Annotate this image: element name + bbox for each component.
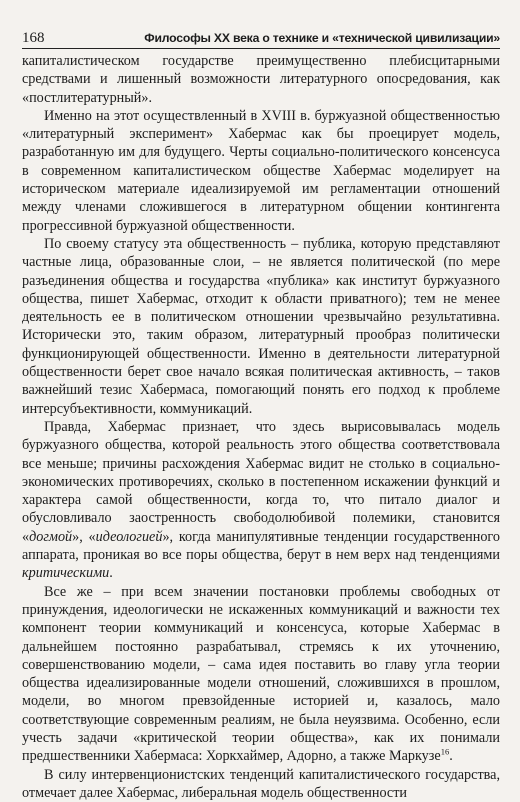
emphasis-dogma: догмой	[29, 528, 73, 545]
emphasis-ideology: идеологией	[95, 528, 163, 545]
running-title: Философы XX века о технике и «технической цивилизации»	[144, 31, 500, 45]
paragraph-text: », «	[72, 528, 96, 545]
page-number: 168	[22, 30, 45, 46]
paragraph	[22, 583, 500, 766]
footnote-marker: 16	[440, 746, 450, 757]
paragraph-text: Все же – при всем значении постановки проблемы свободных от принуждения, идеологически не искаженных коммуникаций и важности тех компонент теории коммуникаций и консенсуса, которые Хабермас в дальнейшем постоянно разрабатывал, стремясь к их уточнению, совершенствованию модели, – сама идея поставить во главу угла теории общества идеализированные модели отношений, сложившихся в прошлом, модели, во многом превзойденные историей и, казалось, мало соответствующие современным реалиям, не была неуязвима. Особенно, если учесть задачи «критической теории общества», как их понимали предшественники Хабермаса: Хоркхаймер, Адорно, а также Маркузе	[22, 583, 500, 765]
paragraph: По своему статусу эта общественность – публика, которую представляют частные лица, образованные слои, – не является политической (по мере разъединения общества и государства «публика» как институт буржуазного общества, пишет Хабермас, отходит к области приватного); тем не менее деятельность ее в политическом отношении чрезвычайно результативна. Исторически это, таким образом, литературный прообраз политически функционирующей общественности. Именно в деятельности литературной общественности берет свое начало всякая политическая активность, – таков важнейший тезис Хабермаса, помогающий понять его подход к проблеме интерсубъективности, коммуникаций.	[22, 235, 500, 417]
page-header	[22, 24, 500, 49]
paragraph-text: Правда, Хабермас признает, что здесь вырисовывалась модель буржуазного общества, которой реальность этого общества соответствовала все меньше; причины расхождения Хабермас видит не столько в социально-экономических противоречиях, сколько в постепенном искажении функций и характера самой общественности, когда то, что питало диалог и обусловливало заостренность свободолюбивой полемики, становится «	[22, 418, 500, 545]
paragraph-continued: капиталистическом государстве преимущественно плебисцитарными средствами и лишенный возможности литературного опосредования, как «постлитературный».	[22, 53, 500, 106]
emphasis-critical: критическими	[22, 565, 110, 582]
paragraph-text: », когда манипулятивные тенденции государственного аппарата, проникая во все поры общества, берут в нем верх над тенденциями	[22, 528, 500, 564]
paragraph-text: .	[109, 565, 113, 582]
paragraph-text: .	[449, 748, 453, 765]
body-text	[22, 52, 500, 802]
paragraph	[22, 418, 500, 583]
paragraph: Именно на этот осуществленный в XVIII в. буржуазной общественностью «литературный эксперимент» Хабермас как бы проецирует модель, разработанную им для будущего. Черты социально-политического консенсуса в современном капиталистическом обществе Хабермас моделирует на историческом материале идеализируемой им регламентации отношений между членами сложившегося в литературном общении контингента прогрессивной буржуазной общественности.	[22, 107, 500, 234]
paragraph: В силу интервенционистских тенденций капиталистического государства, отмечает далее Хабермас, либеральная модель общественности	[22, 766, 500, 801]
